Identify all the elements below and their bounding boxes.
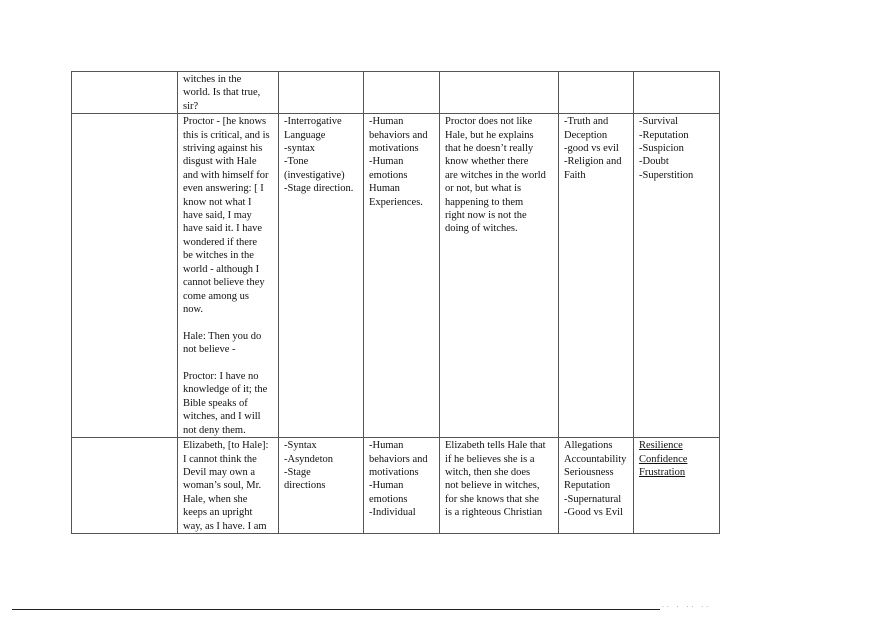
table-cell-themes [364,72,440,114]
table-cell-techniques: -Interrogative Language -syntax -Tone (investigative) -Stage direction. [279,114,364,438]
table-cell-analysis: Proctor does not like Hale, but he explains that he doesn’t really know whether there are witches in the world or not, but what is happening to them right now is not the doing of witches. [440,114,559,438]
table-row [72,72,720,114]
table-cell-techniques [279,72,364,114]
table-cell-emotions [634,438,720,534]
table-cell-big-ideas [559,72,634,114]
table-cell-quote: Proctor - [he knows this is critical, and is striving against his disgust with Hale and with himself for even answering: [ I know not what I have said, I may have said it. I have wondered if there be witches in the world - although I cannot believe they come among us now. Hale: Then you do not believe - Proctor: I have no knowledge of it; the Bible speaks of witches, and I will not deny them. [178,114,279,438]
table-cell-quote: Elizabeth, [to Hale]: I cannot think the Devil may own a woman’s soul, Mr. Hale, when she keeps an upright way, as I have. I am [178,438,279,534]
emotion-item: Frustration [639,467,686,479]
table-cell-empty [72,72,178,114]
page-footer-marks: ·· · ·· ·· [662,604,712,611]
analysis-table [71,71,720,534]
table-row [72,438,720,534]
table-cell-themes: -Human behaviors and motivations -Human emotions Human Experiences. [364,114,440,438]
emotion-item: Confidence [639,453,688,465]
table-cell-big-ideas: Allegations Accountability Seriousness Reputation -Supernatural -Good vs Evil [559,438,634,534]
table-cell-emotions: -Survival -Reputation -Suspicion -Doubt -Superstition [634,114,720,438]
table-cell-big-ideas: -Truth and Deception -good vs evil -Religion and Faith [559,114,634,438]
table-cell-empty [72,114,178,438]
table-cell-emotions [634,72,720,114]
table-cell-techniques: -Syntax -Asyndeton -Stage directions [279,438,364,534]
table-cell-analysis: Elizabeth tells Hale that if he believes she is a witch, then she does not believe in witches, for she knows that she is a righteous Christian [440,438,559,534]
table-cell-analysis [440,72,559,114]
table-cell-empty [72,438,178,534]
emotion-item: Resilience [639,440,683,452]
page-bottom-rule [12,609,660,610]
table-cell-themes: -Human behaviors and motivations -Human emotions -Individual [364,438,440,534]
table-cell-quote: witches in the world. Is that true, sir? [178,72,279,114]
table-row [72,114,720,438]
